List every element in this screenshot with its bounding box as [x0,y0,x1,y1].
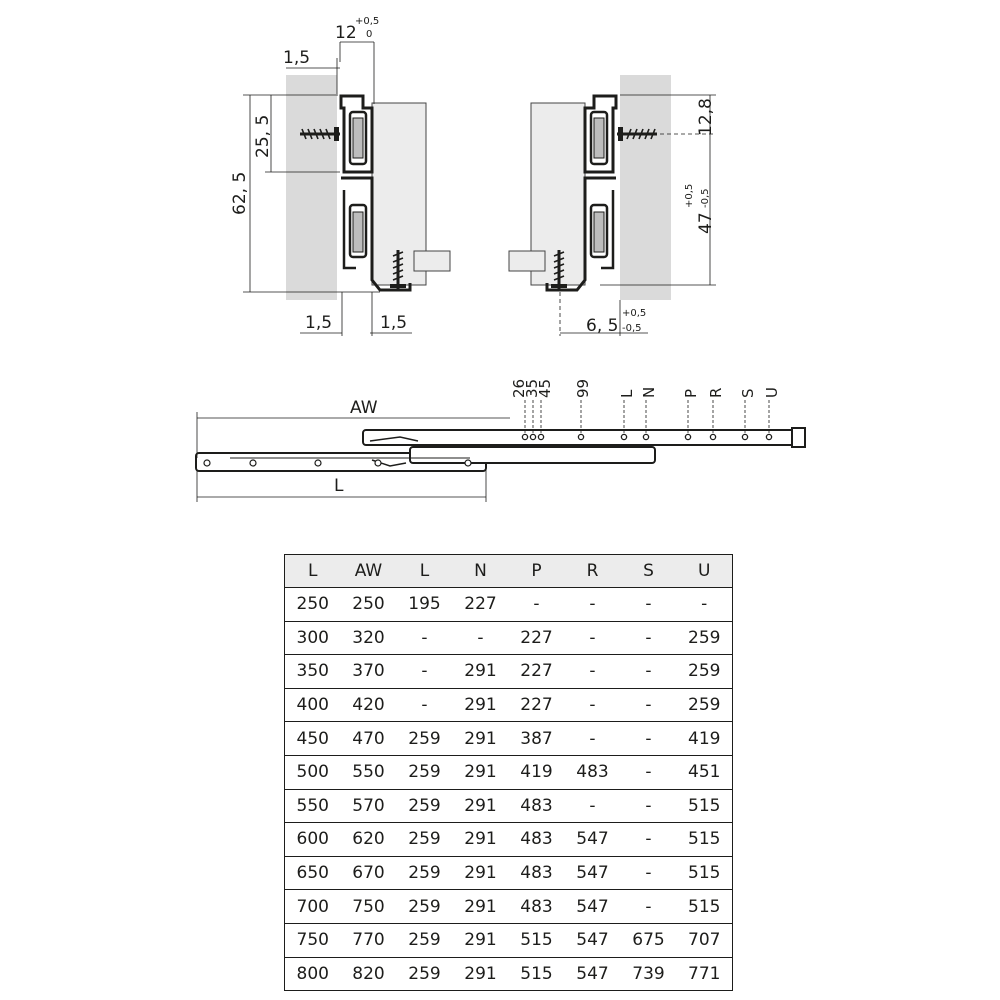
table-cell: 470 [341,722,397,756]
mounting-hole-1 [530,434,535,439]
dimension-table [284,554,733,991]
table-cell: 259 [677,621,733,655]
table-cell: 600 [285,823,341,857]
table-cell: 451 [677,755,733,789]
table-cell: 515 [509,957,565,991]
hole-label-4: L [618,389,636,398]
table-cell: 820 [341,957,397,991]
table-cell: - [565,621,621,655]
dim-lower-height-right: 47 [696,212,716,234]
table-cell: 259 [397,823,453,857]
table-row [285,722,733,756]
table-cell: 250 [285,588,341,622]
table-cell: 291 [453,789,509,823]
table-row [285,655,733,689]
table-cell: 750 [341,890,397,924]
mounting-hole-2 [538,434,543,439]
table-cell: - [621,688,677,722]
table-cell: 515 [677,823,733,857]
table-cell: - [621,856,677,890]
table-row [285,823,733,857]
table-row [285,688,733,722]
table-cell: 770 [341,923,397,957]
table-cell: 700 [285,890,341,924]
table-cell: 291 [453,755,509,789]
table-cell: 420 [341,688,397,722]
table-cell: - [509,588,565,622]
left-cross-section [230,16,450,336]
table-row [285,923,733,957]
dim-gap-top: 1,5 [283,48,311,68]
table-row [285,957,733,991]
table-cell: 771 [677,957,733,991]
column-header-4: P [509,555,565,588]
table-cell: 670 [341,856,397,890]
table-cell: 483 [509,823,565,857]
table-cell: 739 [621,957,677,991]
dim-total-height: 62, 5 [230,171,250,215]
table-cell: 387 [509,722,565,756]
table-cell: 291 [453,722,509,756]
table-cell: 547 [565,856,621,890]
table-cell: - [621,722,677,756]
table-cell: - [565,688,621,722]
hole-label-7: R [707,387,725,398]
hole-label-8: S [739,388,757,398]
table-cell: 227 [453,588,509,622]
dim-top-tol-upper: +0,5 [355,16,380,27]
table-cell: 370 [341,655,397,689]
table-cell: 259 [677,688,733,722]
mounting-hole-4 [621,434,626,439]
table-cell: - [397,621,453,655]
mounting-hole-9 [766,434,771,439]
hole-label-0: 26 [510,378,528,398]
table-cell: 227 [509,621,565,655]
hole-label-5: N [640,386,658,398]
dim-upper-height: 25, 5 [253,114,273,158]
table-cell: 550 [285,789,341,823]
table-cell: 250 [341,588,397,622]
table-cell: 195 [397,588,453,622]
column-header-3: N [453,555,509,588]
dim-lower-tol-upper: +0,5 [684,183,695,208]
column-header-0: L [285,555,341,588]
table-cell: 259 [397,789,453,823]
table-cell: - [621,621,677,655]
hole-label-6: P [682,388,700,398]
table-cell: 291 [453,856,509,890]
table-cell: 291 [453,923,509,957]
table-cell: - [621,655,677,689]
table-row [285,621,733,655]
table-cell: - [565,588,621,622]
table-cell: 227 [509,655,565,689]
table-cell: 291 [453,957,509,991]
dim-bottom-left: 1,5 [305,313,333,333]
column-header-1: AW [341,555,397,588]
mounting-hole-5 [643,434,648,439]
table-cell: 515 [677,890,733,924]
table-row [285,789,733,823]
table-cell: - [621,823,677,857]
table-cell: 547 [565,923,621,957]
cabinet-wall-left [286,75,337,300]
table-cell: 750 [285,923,341,957]
mounting-hole-3 [578,434,583,439]
table-cell: - [565,722,621,756]
table-cell: 483 [565,755,621,789]
table-cell: 800 [285,957,341,991]
table-cell: 300 [285,621,341,655]
aw-label: AW [350,398,378,418]
table-cell: - [565,655,621,689]
table-cell: 291 [453,823,509,857]
table-cell: 291 [453,890,509,924]
right-cross-section [509,75,716,336]
cabinet-wall-right [620,75,671,300]
dim-bottom-tol-upper: +0,5 [622,308,647,319]
drawer-bottom-left [414,251,450,271]
table-cell: 570 [341,789,397,823]
table-cell: 707 [677,923,733,957]
table-cell: 650 [285,856,341,890]
table-cell: 675 [621,923,677,957]
dim-bottom-offset: 6, 5 [586,316,619,336]
table-cell: - [453,621,509,655]
dim-top-width: 12 [335,23,357,43]
table-cell: - [621,588,677,622]
table-cell: 259 [397,957,453,991]
table-cell: 350 [285,655,341,689]
table-cell: 259 [397,923,453,957]
table-cell: 550 [341,755,397,789]
table-cell: - [397,688,453,722]
table-cell: 259 [397,856,453,890]
table-cell: 259 [677,655,733,689]
table-cell: 419 [677,722,733,756]
table-cell: 500 [285,755,341,789]
table-cell: 291 [453,688,509,722]
table-cell: 483 [509,789,565,823]
table-cell: 483 [509,890,565,924]
dim-upper-height-right: 12,8 [696,98,716,136]
table-cell: 291 [453,655,509,689]
table-cell: 320 [341,621,397,655]
table-body [285,588,733,991]
table-header-row [285,555,733,588]
mounting-hole-8 [742,434,747,439]
table-cell: - [621,755,677,789]
drawer-bottom-right [509,251,545,271]
column-header-6: S [621,555,677,588]
table-cell: 450 [285,722,341,756]
table-cell: 515 [677,856,733,890]
hole-label-3: 99 [574,378,592,398]
l-length-label: L [334,476,344,496]
side-view [196,379,805,502]
table-row [285,755,733,789]
table-cell: - [621,789,677,823]
table-cell: 259 [397,755,453,789]
column-header-5: R [565,555,621,588]
table-cell: - [397,655,453,689]
table-cell: 547 [565,957,621,991]
hole-label-2: 45 [536,378,554,398]
table-cell: - [565,789,621,823]
hole-label-9: U [763,387,781,398]
table-cell: 547 [565,823,621,857]
dim-bottom-right: 1,5 [380,313,408,333]
table-cell: - [677,588,733,622]
column-header-7: U [677,555,733,588]
table-cell: 515 [677,789,733,823]
table-row [285,856,733,890]
table-cell: 227 [509,688,565,722]
hole-label-1: 35 [523,378,541,398]
dim-bottom-tol-lower: -0,5 [622,323,642,334]
dim-lower-tol-lower: -0,5 [700,188,711,208]
table-cell: 259 [397,890,453,924]
column-header-2: L [397,555,453,588]
table-cell: 515 [509,923,565,957]
table-cell: - [621,890,677,924]
table-cell: 419 [509,755,565,789]
mounting-hole-0 [522,434,527,439]
table-row [285,588,733,622]
table-cell: 259 [397,722,453,756]
mounting-hole-6 [685,434,690,439]
table-cell: 483 [509,856,565,890]
table-cell: 620 [341,823,397,857]
table-cell: 547 [565,890,621,924]
table-row [285,890,733,924]
dimension-table-wrapper [284,554,733,991]
mounting-hole-7 [710,434,715,439]
table-cell: 400 [285,688,341,722]
dim-top-tol-lower: 0 [366,29,373,40]
